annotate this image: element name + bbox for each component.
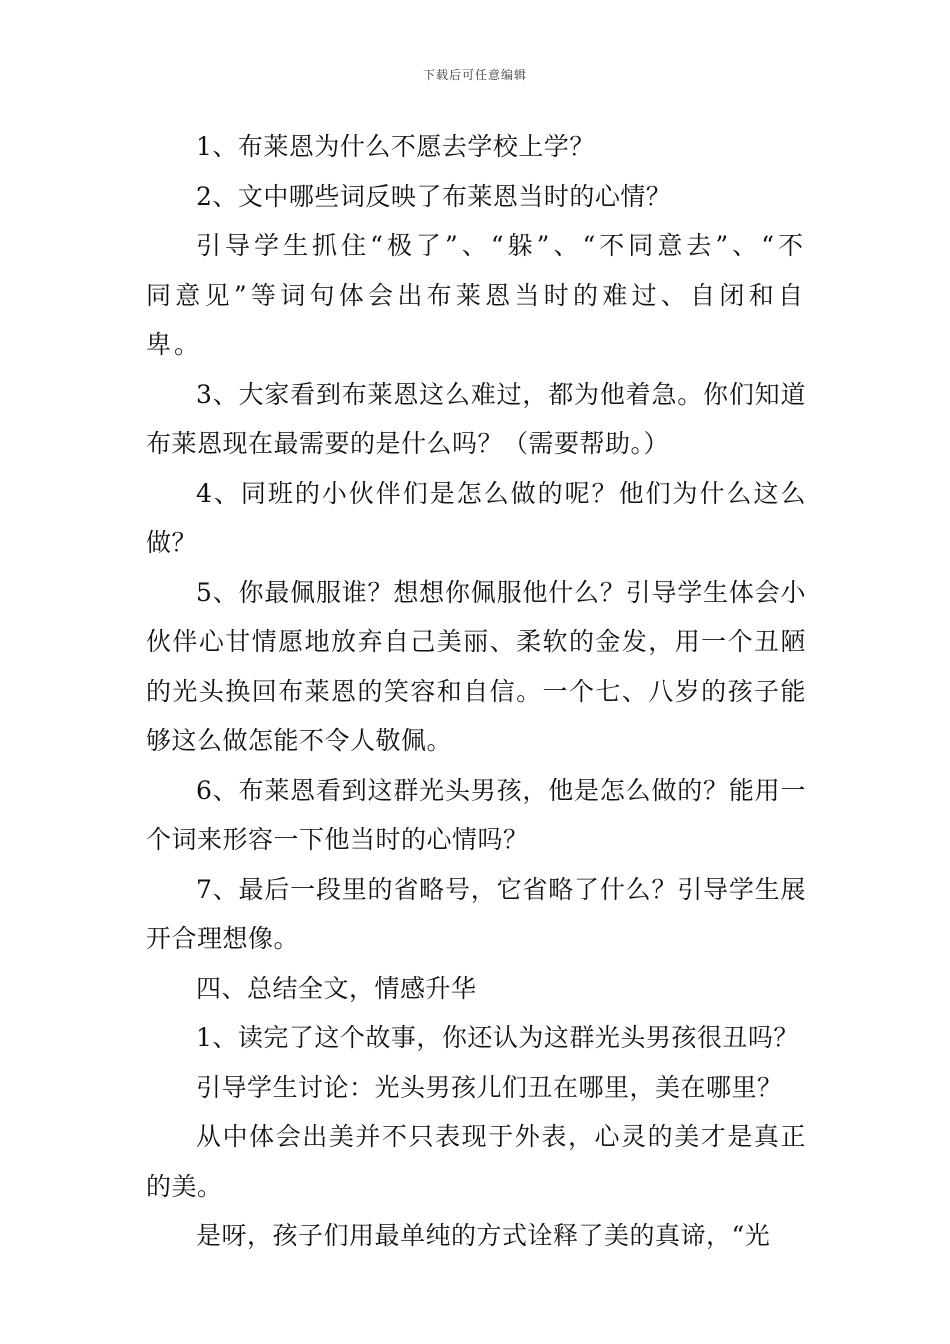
paragraph: 7、最后一段里的省略号，它省略了什么？引导学生展开合理想像。 bbox=[146, 874, 806, 953]
paragraph: 1、布莱恩为什么不愿去学校上学？ bbox=[196, 132, 595, 161]
paragraph: 3、大家看到布莱恩这么难过，都为他着急。你们知道布莱恩现在最需要的是什么吗？（需要帮助。） bbox=[146, 379, 806, 458]
paragraph: 5、你最佩服谁？想想你佩服他什么？引导学生体会小伙伴心甘情愿地放弃自己美丽、柔软的金发，用一个丑陋的光头换回布莱恩的笑容和自信。一个七、八岁的孩子能够这么做怎能不令人敬佩。 bbox=[146, 577, 806, 755]
paragraph: 6、布莱恩看到这群光头男孩，他是怎么做的？能用一个词来形容一下他当时的心情吗？ bbox=[146, 775, 806, 854]
document-body bbox=[146, 122, 806, 1261]
paragraph: 4、同班的小伙伴们是怎么做的呢？他们为什么这么做？ bbox=[146, 478, 806, 557]
section-heading: 四、总结全文，情感升华 bbox=[196, 973, 477, 1003]
paragraph: 引导学生讨论：光头男孩儿们丑在哪里，美在哪里？ bbox=[196, 1072, 783, 1102]
page-header: 下载后可任意编辑 bbox=[422, 68, 527, 82]
paragraph: 从中体会出美并不只表现于外表，心灵的美才是真正的美。 bbox=[146, 1122, 806, 1201]
paragraph: 2、文中哪些词反映了布莱恩当时的心情？ bbox=[196, 181, 672, 211]
paragraph: 1、读完了这个故事，你还认为这群光头男孩很丑吗？ bbox=[196, 1023, 799, 1052]
paragraph: 是呀，孩子们用最单纯的方式诠释了美的真谛，“光 bbox=[196, 1221, 771, 1250]
paragraph: 引导学生抓住“极了”、“躲”、“不同意去”、“不同意见”等词句体会出布莱恩当时的难过、自闭和自卑。 bbox=[146, 231, 806, 359]
